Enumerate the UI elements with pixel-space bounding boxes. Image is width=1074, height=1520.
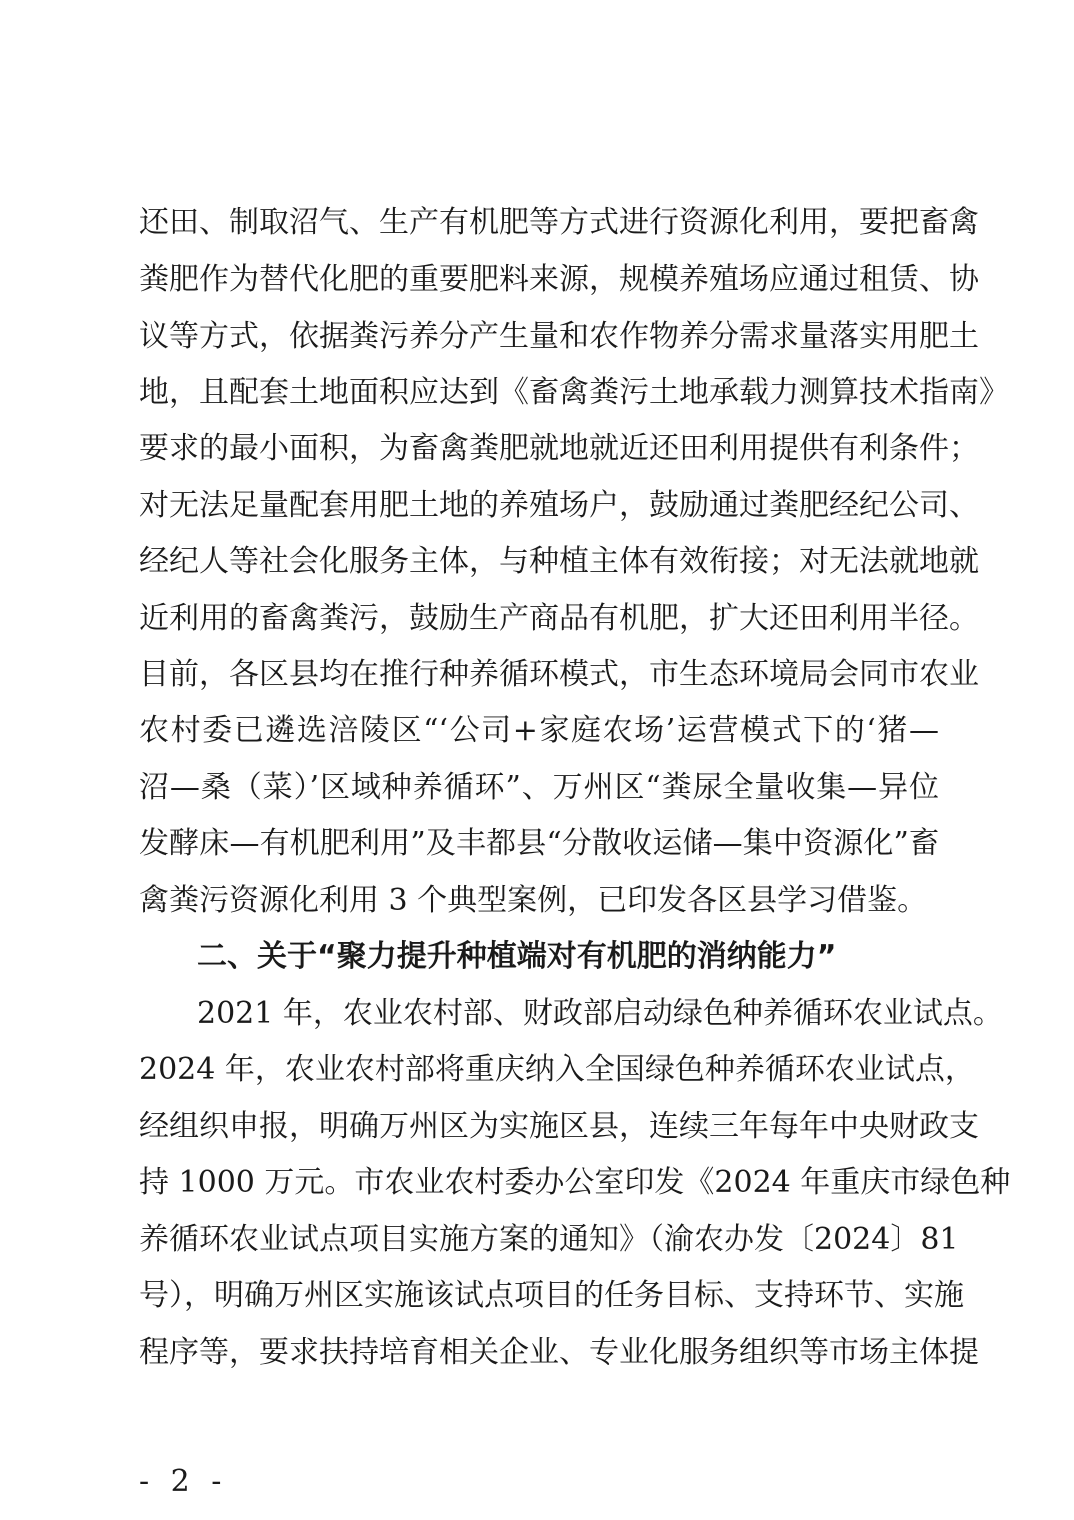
paragraph-line: 持 1000 万元。市农业农村委办公室印发《2024 年重庆市绿色种: [139, 1165, 1011, 1200]
paragraph-line: 沼—桑（菜）’区域种养循环”、万州区“粪尿全量收集—异位: [139, 770, 939, 805]
paragraph-line: 发酵床—有机肥利用”及丰都县“分散收运储—集中资源化”畜: [139, 826, 939, 861]
paragraph-line: 目前，各区县均在推行种养循环模式，市生态环境局会同市农业: [139, 657, 979, 692]
paragraph-line: 养循环农业试点项目实施方案的通知》（渝农办发〔2024〕81: [139, 1222, 959, 1257]
paragraph-line: 近利用的畜禽粪污，鼓励生产商品有机肥，扩大还田利用半径。: [139, 601, 979, 636]
paragraph-line: 农村委已遴选涪陵区“‘公司+家庭农场’运营模式下的‘猪—: [139, 713, 939, 748]
paragraph-line: 粪肥作为替代化肥的重要肥料来源，规模养殖场应通过租赁、协: [139, 262, 979, 297]
section-heading: 二、关于“聚力提升种植端对有机肥的消纳能力”: [197, 939, 837, 974]
paragraph-line: 程序等，要求扶持培育相关企业、专业化服务组织等市场主体提: [139, 1335, 979, 1370]
paragraph-line: 要求的最小面积，为畜禽粪肥就地就近还田利用提供有利条件；: [139, 431, 979, 466]
paragraph-line: 2024 年，农业农村部将重庆纳入全国绿色种养循环农业试点，: [139, 1052, 975, 1087]
paragraph-line: 经纪人等社会化服务主体，与种植主体有效衔接；对无法就地就: [139, 544, 979, 579]
page-number: - 2 -: [139, 1464, 228, 1499]
paragraph-line: 2021 年，农业农村部、财政部启动绿色种养循环农业试点。: [197, 996, 1003, 1031]
paragraph-line: 还田、制取沼气、生产有机肥等方式进行资源化利用，要把畜禽: [139, 205, 979, 240]
paragraph-line: 经组织申报，明确万州区为实施区县，连续三年每年中央财政支: [139, 1109, 979, 1144]
paragraph-line: 禽粪污资源化利用 3 个典型案例，已印发各区县学习借鉴。: [139, 883, 928, 918]
paragraph-line: 地，且配套土地面积应达到《畜禽粪污土地承载力测算技术指南》: [139, 375, 1009, 410]
paragraph-line: 号），明确万州区实施该试点项目的任务目标、支持环节、实施: [139, 1278, 964, 1313]
paragraph-line: 议等方式，依据粪污养分产生量和农作物养分需求量落实用肥土: [139, 319, 979, 354]
paragraph-line: 对无法足量配套用肥土地的养殖场户，鼓励通过粪肥经纪公司、: [139, 488, 979, 523]
